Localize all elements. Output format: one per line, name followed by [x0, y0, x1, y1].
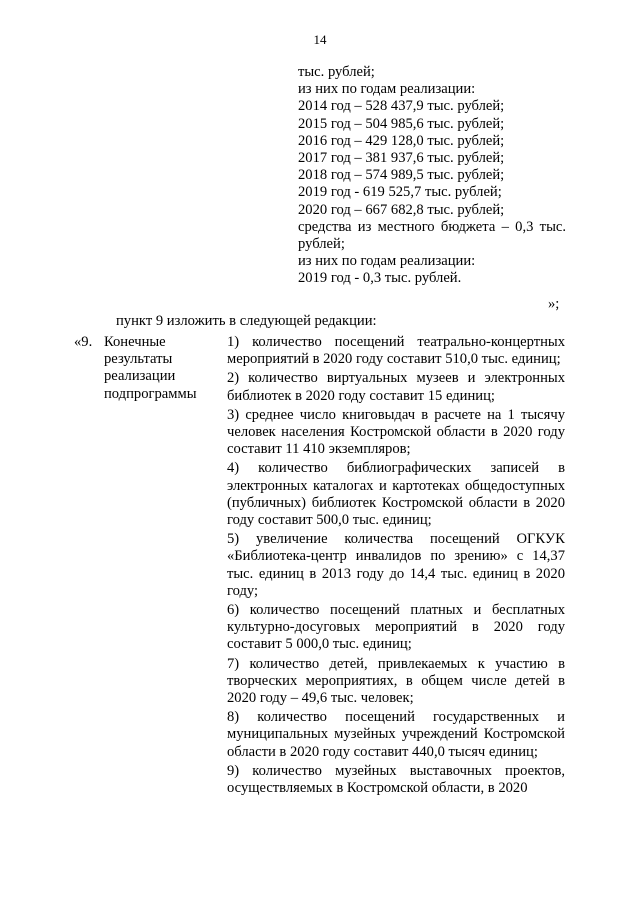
result-item: 6) количество посещений платных и бесплатных культурно-досуговых мероприятий в 2020 году составит 5 000,0 тыс. единиц; — [227, 602, 565, 653]
closing-quote: »; — [548, 296, 560, 312]
result-item: 1) количество посещений театрально-концертных мероприятий в 2020 году составит 510,0 тыс. единиц; — [227, 334, 565, 368]
funding-summary — [298, 64, 566, 288]
funding-line: 2019 год - 0,3 тыс. рублей. — [298, 270, 462, 287]
funding-line: из них по годам реализации: — [298, 253, 476, 270]
funding-line: 2017 год – 381 937,6 тыс. рублей; — [298, 150, 505, 167]
results-list — [227, 334, 565, 799]
funding-line: 2018 год – 574 989,5 тыс. рублей; — [298, 167, 505, 184]
item-title — [104, 334, 216, 403]
result-item: 2) количество виртуальных музеев и электронных библиотек в 2020 году составит 15 единиц; — [227, 370, 565, 404]
result-item: 7) количество детей, привлекаемых к участию в творческих мероприятиях, в общем числе детей в 2020 году – 49,6 тыс. человек; — [227, 655, 565, 707]
item-title-line: реализации — [104, 368, 176, 385]
funding-line: 2015 год – 504 985,6 тыс. рублей; — [298, 115, 505, 132]
funding-line: из них по годам реализации: — [298, 81, 476, 98]
item-title-line: результаты — [104, 351, 173, 368]
item-title-line: подпрограммы — [104, 385, 197, 402]
instruction-text: пункт 9 изложить в следующей редакции: — [116, 313, 377, 329]
funding-line: 2019 год - 619 525,7 тыс. рублей; — [298, 184, 502, 201]
funding-line: тыс. рублей; — [298, 64, 375, 80]
result-item: 4) количество библиографических записей в электронных каталогах и картотеках общедоступных (публичных) библиотек Костромской области в 2020 году составит 500,0 тыс. единиц; — [227, 460, 565, 529]
funding-line: 2016 год – 429 128,0 тыс. рублей; — [298, 132, 505, 149]
result-item: 9) количество музейных выставочных проектов, осуществляемых в Костромской области, в 2020 — [227, 762, 565, 797]
funding-line: 2020 год – 667 682,8 тыс. рублей; — [298, 201, 505, 218]
result-item: 5) увеличение количества посещений ОГКУК «Библиотека-центр инвалидов по зрению» с 14,37 тыс. единиц в 2013 году до 14,4 тыс. единиц в 2020 году; — [227, 531, 565, 599]
item-title-line: Конечные — [104, 334, 166, 350]
page-number: 14 — [313, 32, 327, 47]
item-number: «9. — [74, 334, 93, 350]
funding-line: 2014 год – 528 437,9 тыс. рублей; — [298, 98, 505, 115]
local-budget-line: средства из местного бюджета – 0,3 тыс. рублей; — [298, 218, 566, 253]
result-item: 3) среднее число книговыдач в расчете на 1 тысячу человек населения Костромской области в 2020 году составит 11 410 экземпляров; — [227, 406, 565, 458]
result-item: 8) количество посещений государственных и муниципальных музейных учреждений Костромской области в 2020 году составит 440,0 тысяч единиц; — [227, 709, 565, 760]
